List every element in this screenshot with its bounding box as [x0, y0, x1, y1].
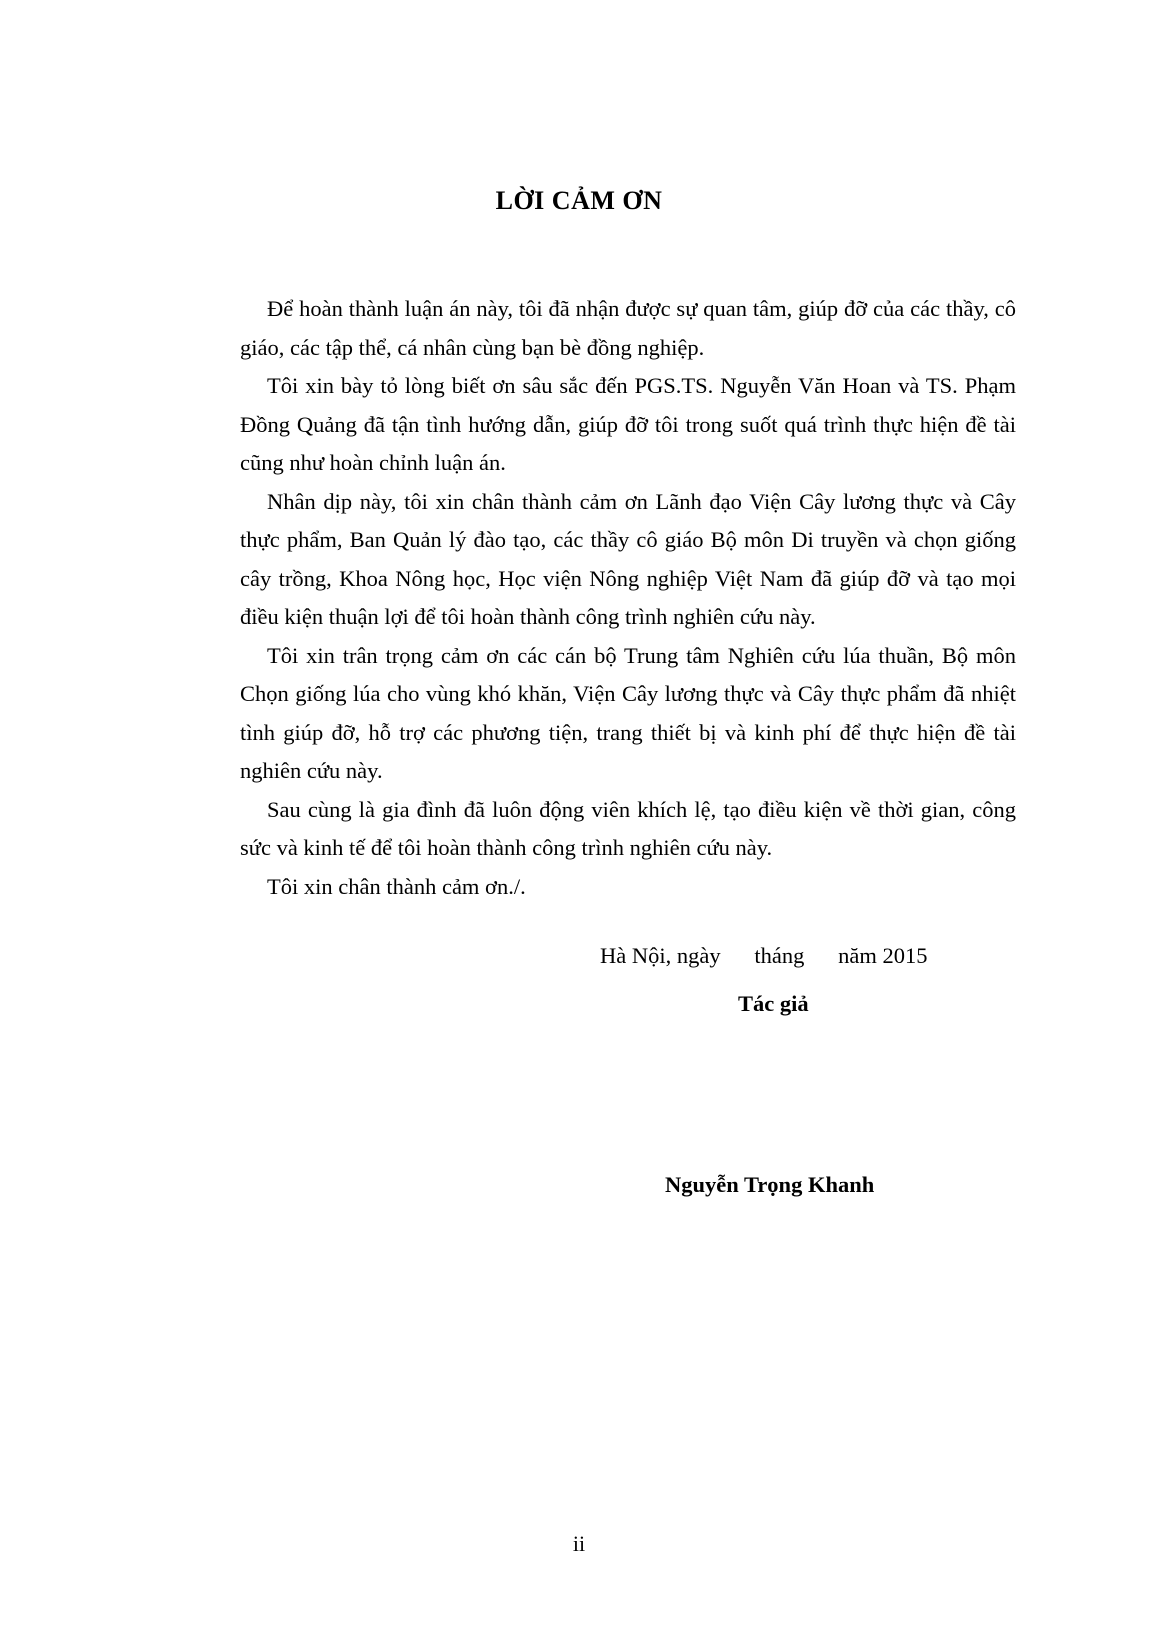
page-number: ii — [572, 1531, 586, 1556]
paragraph-5: Sau cùng là gia đình đã luôn động viên khích lệ, tạo điều kiện về thời gian, công sức và kinh tế để tôi hoàn thành công trình nghiên cứu này. — [240, 796, 1016, 860]
paragraph-4: Tôi xin trân trọng cảm ơn các cán bộ Trung tâm Nghiên cứu lúa thuần, Bộ môn Chọn giống lúa cho vùng khó khăn, Viện Cây lương thực và Cây thực phẩm đã nhiệt tình giúp đỡ, hỗ trợ các phương tiện, trang thiết bị và kinh phí để thực hiện đề tài nghiên cứu này. — [240, 642, 1016, 783]
acknowledgement-body — [240, 290, 1016, 906]
author-label: Tác giả — [738, 991, 809, 1016]
paragraph-3: Nhân dịp này, tôi xin chân thành cảm ơn Lãnh đạo Viện Cây lương thực và Cây thực phẩm, Ban Quản lý đào tạo, các thầy cô giáo Bộ môn Di truyền và chọn giống cây trồng, Khoa Nông học, Học viện Nông nghiệp Việt Nam đã giúp đỡ và tạo mọi điều kiện thuận lợi để tôi hoàn thành công trình nghiên cứu này. — [240, 488, 1016, 629]
author-name: Nguyễn Trọng Khanh — [665, 1172, 875, 1197]
date-line: Hà Nội, ngày tháng năm 2015 — [600, 943, 928, 968]
paragraph-2: Tôi xin bày tỏ lòng biết ơn sâu sắc đến PGS.TS. Nguyễn Văn Hoan và TS. Phạm Đồng Quảng đã tận tình hướng dẫn, giúp đỡ tôi trong suốt quá trình thực hiện đề tài cũng như hoàn chỉnh luận án. — [240, 373, 1016, 475]
page-title: LỜI CẢM ƠN — [495, 186, 663, 215]
paragraph-1: Để hoàn thành luận án này, tôi đã nhận được sự quan tâm, giúp đỡ của các thầy, cô giáo, các tập thể, cá nhân cùng bạn bè đồng nghiệp. — [240, 296, 1016, 360]
paragraph-6: Tôi xin chân thành cảm ơn./. — [267, 873, 526, 899]
